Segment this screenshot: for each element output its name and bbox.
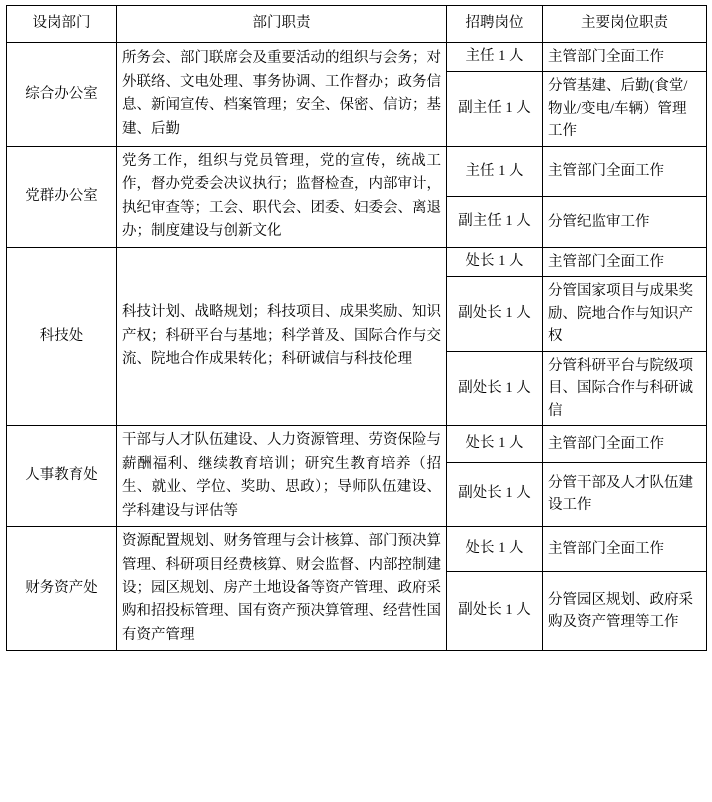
- column-header-department: 设岗部门: [7, 6, 117, 43]
- recruit-position: 副主任 1 人: [447, 197, 543, 247]
- position-responsibility: 主管部门全面工作: [543, 527, 707, 572]
- recruit-position: 副处长 1 人: [447, 277, 543, 351]
- table-row: [7, 247, 707, 276]
- department-name: 人事教育处: [7, 426, 117, 527]
- recruit-position: 副主任 1 人: [447, 72, 543, 146]
- department-duty: 科技计划、战略规划；科技项目、成果奖励、知识产权；科研平台与基地；科学普及、国际合作与交流、院地合作成果转化；科研诚信与科技伦理: [117, 247, 447, 425]
- table-body: [7, 43, 707, 651]
- department-duty: 所务会、部门联席会及重要活动的组织与会务；对外联络、文电处理、事务协调、工作督办；政务信息、新闻宣传、档案管理；安全、保密、信访；基建、后勤: [117, 43, 447, 147]
- department-name: 科技处: [7, 247, 117, 425]
- recruit-position: 副处长 1 人: [447, 351, 543, 425]
- position-responsibility: 分管纪监审工作: [543, 197, 707, 247]
- position-responsibility: 分管国家项目与成果奖励、院地合作与知识产权: [543, 277, 707, 351]
- position-responsibility: 主管部门全面工作: [543, 247, 707, 276]
- department-duty: 党务工作，组织与党员管理，党的宣传，统战工作，督办党委会决议执行；监督检查，内部审计，执纪审查等；工会、职代会、团委、妇委会、离退办；制度建设与创新文化: [117, 146, 447, 247]
- table-header: [7, 6, 707, 43]
- department-duty: 干部与人才队伍建设、人力资源管理、劳资保险与薪酬福利、继续教育培训；研究生教育培养（招生、就业、学位、奖助、思政）；导师队伍建设、学科建设与评估等: [117, 426, 447, 527]
- recruit-position: 副处长 1 人: [447, 462, 543, 526]
- department-name: 党群办公室: [7, 146, 117, 247]
- recruit-position: 处长 1 人: [447, 527, 543, 572]
- recruit-position: 主任 1 人: [447, 43, 543, 72]
- recruit-position: 副处长 1 人: [447, 572, 543, 651]
- department-duty: 资源配置规划、财务管理与会计核算、部门预决算管理、科研项目经费核算、财会监督、内部控制建设；园区规划、房产土地设备等资产管理、政府采购和招投标管理、国有资产预决算管理、经营性国有资产管理: [117, 527, 447, 651]
- position-responsibility: 主管部门全面工作: [543, 146, 707, 196]
- position-responsibility: 分管园区规划、政府采购及资产管理等工作: [543, 572, 707, 651]
- table-row: [7, 146, 707, 196]
- position-responsibility: 分管干部及人才队伍建设工作: [543, 462, 707, 526]
- position-responsibility: 分管基建、后勤(食堂/物业/变电/车辆）管理工作: [543, 72, 707, 146]
- department-duties-table: [6, 5, 707, 651]
- position-responsibility: 主管部门全面工作: [543, 426, 707, 463]
- column-header-position: 招聘岗位: [447, 6, 543, 43]
- table-row: [7, 527, 707, 572]
- recruit-position: 处长 1 人: [447, 426, 543, 463]
- recruit-position: 处长 1 人: [447, 247, 543, 276]
- department-name: 财务资产处: [7, 527, 117, 651]
- table-row: [7, 426, 707, 463]
- table-header-row: [7, 6, 707, 43]
- position-responsibility: 主管部门全面工作: [543, 43, 707, 72]
- table-row: [7, 43, 707, 72]
- column-header-main-responsibility: 主要岗位职责: [543, 6, 707, 43]
- department-name: 综合办公室: [7, 43, 117, 147]
- recruit-position: 主任 1 人: [447, 146, 543, 196]
- column-header-duties: 部门职责: [117, 6, 447, 43]
- position-responsibility: 分管科研平台与院级项目、国际合作与科研诚信: [543, 351, 707, 425]
